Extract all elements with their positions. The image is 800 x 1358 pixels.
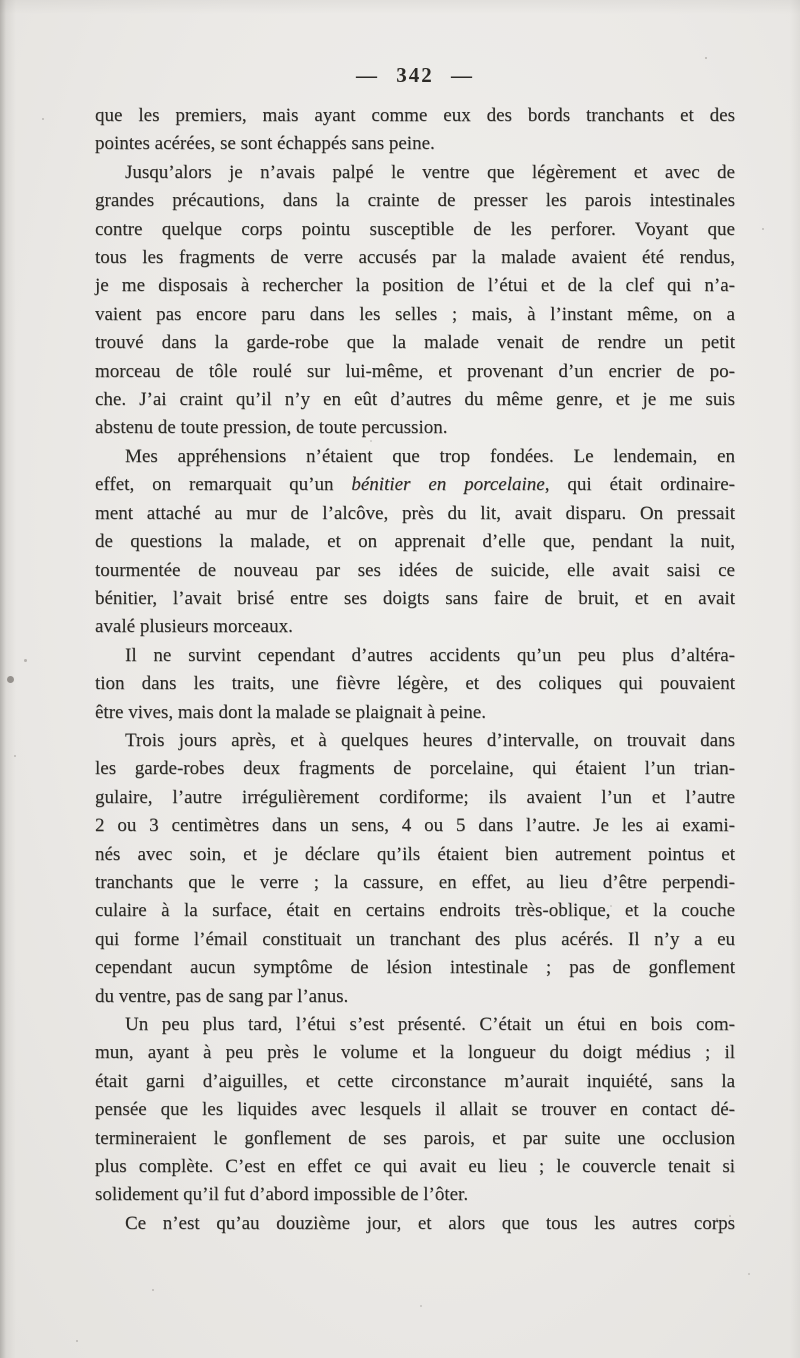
page-text bbox=[95, 102, 735, 1238]
paper-speck bbox=[42, 118, 44, 120]
text-line: morceau de tôle roulé sur lui-même, et provenant d’un encrier de po- bbox=[95, 360, 735, 382]
text-line: cependant aucun symptôme de lésion intestinale ; pas de gonflement bbox=[95, 957, 735, 979]
text-line: tous les fragments de verre accusés par la malade avaient été rendus, bbox=[95, 247, 735, 269]
paper-speck bbox=[705, 57, 707, 59]
text-line: était garni d’aiguilles, et cette circonstance m’aurait inquiété, sans la bbox=[95, 1070, 735, 1092]
text-line: plus complète. C’est en effet ce qui avait eu lieu ; le couvercle tenait si bbox=[95, 1156, 735, 1178]
text-line: 2 ou 3 centimètres dans un sens, 4 ou 5 dans l’autre. Je les ai exami- bbox=[95, 815, 735, 837]
text-line: termineraient le gonflement de ses parois, et par suite une occlusion bbox=[95, 1127, 735, 1149]
text-line: Ce n’est qu’au douzième jour, et alors que tous les autres corps bbox=[125, 1212, 735, 1234]
paper-speck bbox=[24, 659, 27, 662]
text-line: du ventre, pas de sang par l’anus. bbox=[95, 985, 349, 1007]
page-number: — 342 — bbox=[356, 63, 474, 87]
text-line: trouvé dans la garde-robe que la malade venait de rendre un petit bbox=[95, 332, 735, 354]
paper-speck bbox=[14, 755, 16, 757]
text-line: grandes précautions, dans la crainte de presser les parois intestinales bbox=[95, 190, 735, 212]
paper-speck bbox=[152, 1289, 154, 1291]
text-line: vaient pas encore paru dans les selles ; mais, à l’instant même, on a bbox=[95, 303, 735, 325]
text-line: solidement qu’il fut d’abord impossible de l’ôter. bbox=[95, 1184, 469, 1206]
text-line: pensée que les liquides avec lesquels il allait se trouver en contact dé- bbox=[95, 1099, 735, 1121]
text-line: culaire à la surface, était en certains endroits très-oblique, et la couche bbox=[95, 900, 735, 922]
text-line: de questions la malade, et on apprenait d’elle que, pendant la nuit, bbox=[95, 531, 735, 553]
text-line: abstenu de toute pression, de toute percussion. bbox=[95, 417, 448, 439]
paper-speck bbox=[748, 1273, 750, 1275]
paper-speck bbox=[7, 676, 14, 683]
paper-speck bbox=[420, 1305, 422, 1307]
text-line: Jusqu’alors je n’avais palpé le ventre que légèrement et avec de bbox=[125, 161, 735, 183]
text-line: Trois jours après, et à quelques heures d’intervalle, on trouvait dans bbox=[125, 729, 735, 751]
paper-speck bbox=[76, 1340, 78, 1342]
text-line: tion dans les traits, une fièvre légère, et des coliques qui pouvaient bbox=[95, 673, 735, 695]
text-line: Mes appréhensions n’étaient que trop fondées. Le lendemain, en bbox=[125, 445, 735, 467]
text-line: che. J’ai craint qu’il n’y en eût d’autres du même genre, et je me suis bbox=[95, 389, 735, 411]
text-line: effet, on remarquait qu’un bénitier en porcelaine, qui était ordinaire- bbox=[95, 474, 735, 496]
text-line: que les premiers, mais ayant comme eux des bords tranchants et des bbox=[95, 105, 735, 126]
text-line: qui forme l’émail constituait un tranchant des plus acérés. Il n’y a eu bbox=[95, 928, 735, 950]
text-line: tourmentée de nouveau par ses idées de suicide, elle avait saisi ce bbox=[95, 559, 735, 581]
text-line: Il ne survint cependant d’autres accidents qu’un peu plus d’altéra- bbox=[125, 644, 735, 666]
text-line: pointes acérées, se sont échappés sans peine. bbox=[95, 133, 435, 155]
text-line: bénitier, l’avait brisé entre ses doigts sans faire de bruit, et en avait bbox=[95, 587, 735, 609]
text-line: mun, ayant à peu près le volume et la longueur du doigt médius ; il bbox=[95, 1042, 735, 1064]
text-line: être vives, mais dont la malade se plaignait à peine. bbox=[95, 701, 486, 723]
text-line: ment attaché au mur de l’alcôve, près du lit, avait disparu. On pressait bbox=[95, 502, 735, 524]
text-line: tranchants que le verre ; la cassure, en effet, au lieu d’être perpendi- bbox=[95, 871, 735, 893]
text-line: les garde-robes deux fragments de porcelaine, qui étaient l’un trian- bbox=[95, 758, 735, 780]
text-line: nés avec soin, et je déclare qu’ils étaient bien autrement pointus et bbox=[95, 843, 735, 865]
text-line: contre quelque corps pointu susceptible de les perforer. Voyant que bbox=[95, 218, 735, 240]
text-line: gulaire, l’autre irrégulièrement cordiforme; ils avaient l’un et l’autre bbox=[95, 786, 735, 808]
text-line: avalé plusieurs morceaux. bbox=[95, 616, 293, 638]
text-line: je me disposais à rechercher la position de l’étui et de la clef qui n’a- bbox=[95, 275, 735, 297]
text-line: Un peu plus tard, l’étui s’est présenté. C’était un étui en bois com- bbox=[125, 1014, 735, 1035]
paper-speck bbox=[762, 228, 764, 230]
